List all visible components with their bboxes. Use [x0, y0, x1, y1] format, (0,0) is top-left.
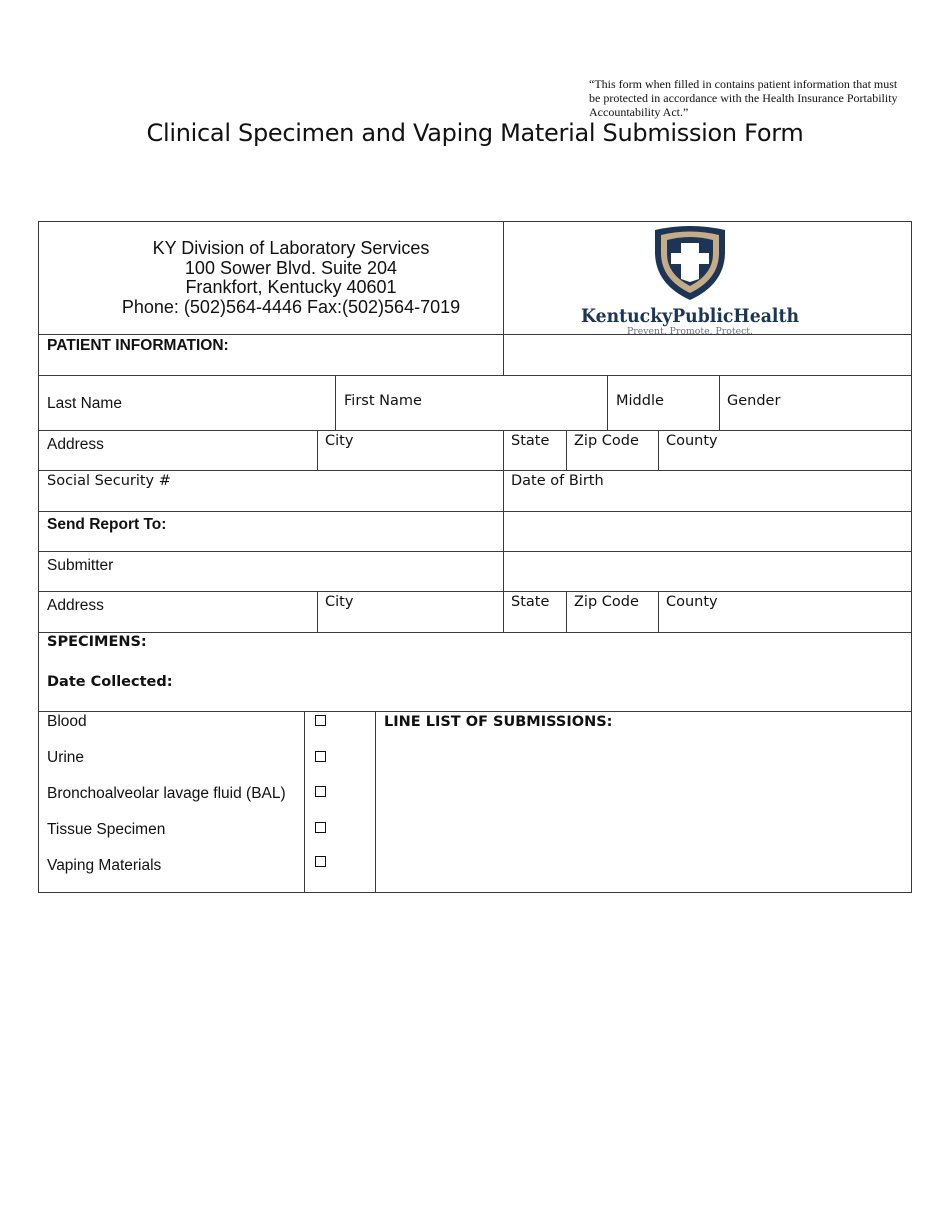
line-list-heading: LINE LIST OF SUBMISSIONS:	[384, 714, 613, 730]
middle-name-field[interactable]: Middle	[616, 393, 664, 409]
form-title: Clinical Specimen and Vaping Material Submission Form	[146, 119, 804, 147]
lab-city-line: Frankfort, Kentucky 40601	[185, 277, 397, 297]
patient-state-field[interactable]: State	[511, 433, 550, 449]
patient-info-heading: PATIENT INFORMATION:	[47, 337, 229, 354]
send-report-heading: Send Report To:	[47, 516, 167, 533]
report-zip-field[interactable]: Zip Code	[574, 594, 639, 610]
patient-zip-field[interactable]: Zip Code	[574, 433, 639, 449]
lab-phone-fax: Phone: (502)564-4446 Fax:(502)564-7019	[121, 296, 461, 317]
logo-tagline: Prevent. Promote. Protect.	[627, 327, 754, 336]
lab-street: 100 Sower Blvd. Suite 204	[184, 257, 398, 278]
report-county-field[interactable]: County	[666, 594, 718, 610]
first-name-field[interactable]: First Name	[344, 393, 422, 409]
specimen-label-blood: Blood	[47, 713, 87, 730]
submitter-field[interactable]: Submitter	[47, 557, 114, 574]
report-city-field[interactable]: City	[325, 594, 354, 610]
patient-city-field[interactable]: City	[325, 433, 354, 449]
date-collected-field[interactable]: Date Collected:	[47, 674, 173, 690]
specimen-label-tissue: Tissue Specimen	[47, 821, 166, 838]
ssn-field[interactable]: Social Security #	[47, 473, 171, 489]
patient-county-field[interactable]: County	[666, 433, 718, 449]
gender-field[interactable]: Gender	[727, 393, 781, 409]
patient-address-field[interactable]: Address	[47, 436, 104, 453]
specimens-heading: SPECIMENS:	[47, 634, 147, 650]
privacy-notice: “This form when filled in contains patient information that must be protected in accordance with the Health Insurance Portability Accountability Act.”	[589, 77, 898, 119]
specimen-label-vaping: Vaping Materials	[47, 857, 162, 874]
kentucky-public-health-logo	[575, 224, 805, 336]
specimen-label-bal: Bronchoalveolar lavage fluid (BAL)	[47, 785, 286, 802]
dob-field[interactable]: Date of Birth	[511, 473, 604, 489]
lab-address-block	[39, 239, 543, 317]
checkbox-bal[interactable]	[315, 786, 326, 797]
checkbox-vaping[interactable]	[315, 856, 326, 867]
checkbox-urine[interactable]	[315, 751, 326, 762]
logo-name: KentuckyPublicHealth	[581, 305, 800, 327]
report-state-field[interactable]: State	[511, 594, 550, 610]
lab-name: KY Division of Laboratory Services	[152, 238, 430, 258]
last-name-field[interactable]: Last Name	[47, 395, 122, 412]
report-address-field[interactable]: Address	[47, 597, 104, 614]
checkbox-blood[interactable]	[315, 715, 326, 726]
specimen-label-urine: Urine	[47, 749, 85, 766]
checkbox-tissue[interactable]	[315, 822, 326, 833]
